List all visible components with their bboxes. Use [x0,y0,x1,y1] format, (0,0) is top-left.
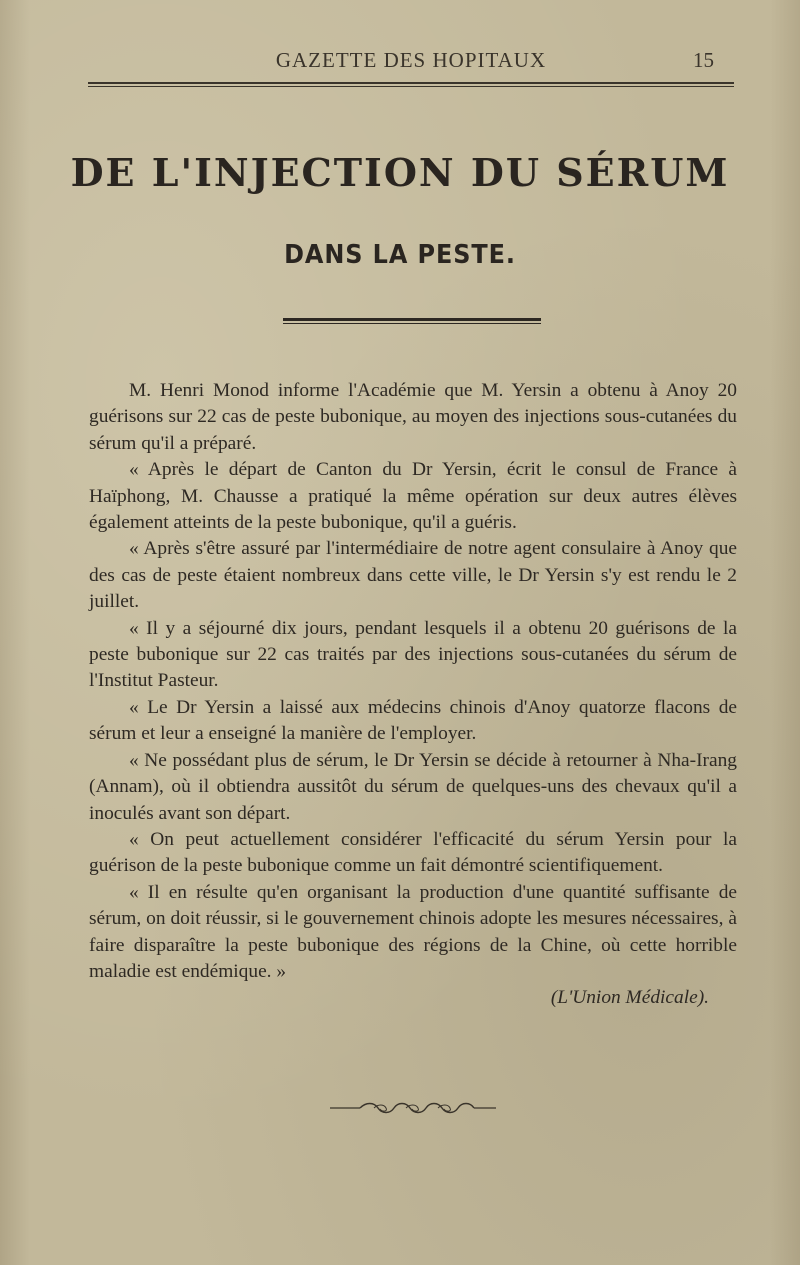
paragraph: « On peut actuellement considérer l'efficacité du sérum Yersin pour la guérison de la peste bubonique comme un fait démontré scientifiquement. [89,828,737,877]
paragraph: « Ne possédant plus de sérum, le Dr Yersin se décide à retourner à Nha-Irang (Annam), où il obtiendra aussitôt du sérum de quelques-uns des chevaux qu'il a inoculés avant son départ. [89,749,737,824]
paragraph: « Le Dr Yersin a laissé aux médecins chinois d'Anoy quatorze flacons de sérum et leur a enseigné la manière de l'employer. [89,696,737,745]
paragraph: « Il y a séjourné dix jours, pendant lesquels il a obtenu 20 guérisons de la peste bubonique sur 22 cas traités par des injections sous-cutanées du sérum de l'Institut Pasteur. [89,617,737,692]
title-rule [283,318,541,324]
article-subtitle: DANS LA PESTE. [284,240,516,270]
running-title: GAZETTE DES HOPITAUX [275,48,547,72]
paragraph: M. Henri Monod informe l'Académie que M. Yersin a obtenu à Anoy 20 guérisons sur 22 cas de peste bubonique, au moyen des injections sous-cutanées du sérum qu'il a préparé. [89,380,737,454]
running-head [88,48,734,78]
article-title: DE L'INJECTION DU SÉRUM [70,150,730,195]
header-rule [88,82,734,87]
page-number: 15 [693,48,714,72]
end-ornament-icon [330,1100,496,1116]
paragraph: « Après le départ de Canton du Dr Yersin, écrit le consul de France à Haïphong, M. Chausse a pratiqué la même opération sur deux autres élèves également atteints de la peste bubonique, qu'il a guéris. [89,459,737,534]
source-attribution: (L'Union Médicale). [550,987,709,1009]
article-body [89,378,737,1012]
paragraph: « Il en résulte qu'en organisant la production d'une quantité suffisante de sérum, on doit réussir, si le gouvernement chinois adopte les mesures nécessaires, à faire disparaître la peste bubonique des régions de la Chine, où cette horrible maladie est endémique. » [89,881,737,982]
paragraph: « Après s'être assuré par l'intermédiaire de notre agent consulaire à Anoy que des cas de peste étaient nombreux dans cette ville, le Dr Yersin s'y est rendu le 2 juillet. [89,538,737,613]
